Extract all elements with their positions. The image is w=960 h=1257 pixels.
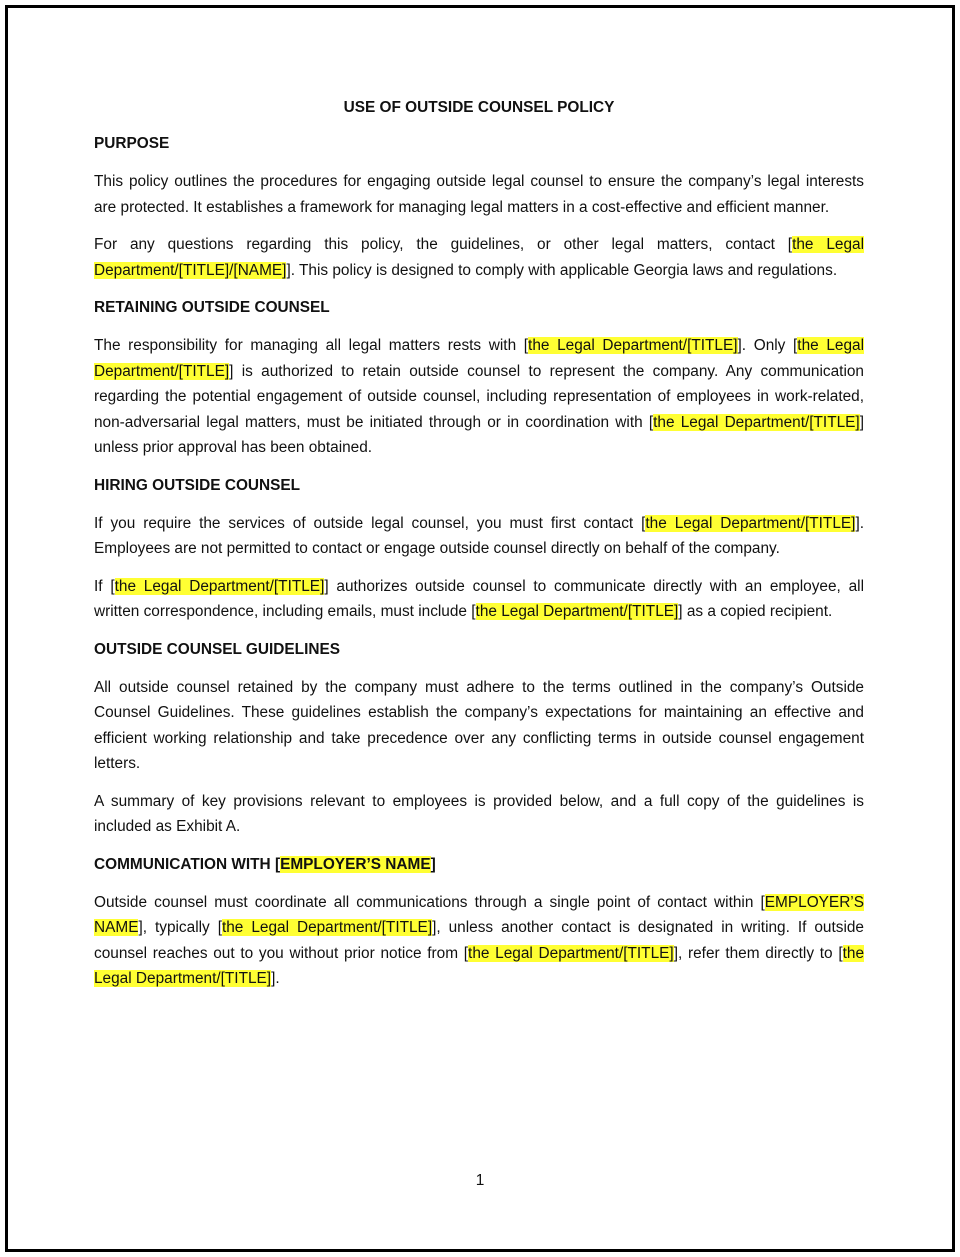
text-run: ] is authorized to retain outside counsel to represent the company. Any communication regarding the potential engagement of outside counsel, including representation of employees in work-related, non-adversarial legal matters, must be initiated through or in coordination with [ <box>94 362 864 431</box>
page-number: 1 <box>475 1172 485 1189</box>
hiring-paragraph-1 <box>94 511 864 562</box>
text-run: ] <box>430 855 436 873</box>
text-run: ], typically [ <box>138 919 222 936</box>
text-run: Outside counsel must coordinate all communications through a single point of contact within [ <box>94 893 765 911</box>
placeholder-highlight: EMPLOYER’S NAME <box>94 893 864 936</box>
section-heading-hiring: HIRING OUTSIDE COUNSEL <box>94 476 301 494</box>
section-heading-communication <box>94 852 864 877</box>
section-heading-retaining: RETAINING OUTSIDE COUNSEL <box>94 299 330 316</box>
section-heading-purpose: PURPOSE <box>94 135 170 152</box>
purpose-paragraph-2 <box>94 232 864 283</box>
guidelines-paragraph-1: All outside counsel retained by the company must adhere to the terms outlined in the company’s Outside Counsel Guidelines. These guidelines establish the company’s expectations for maintaining an effective and efficient working relationship and take precedence over any conflicting terms in outside counsel engagement letters. <box>94 678 864 772</box>
placeholder-highlight: the Legal Department/[TITLE] <box>114 577 325 595</box>
guidelines-paragraph-2: A summary of key provisions relevant to employees is provided below, and a full copy of the guidelines is included as Exhibit A. <box>94 792 864 835</box>
text-run: ], unless another contact is designated in writing. If outside counsel reaches out to you without prior notice from [ <box>94 919 864 962</box>
text-run: COMMUNICATION WITH [ <box>94 855 281 873</box>
placeholder-highlight: the Legal Department/[TITLE] <box>221 919 433 936</box>
text-run: The responsibility for managing all legal matters rests with [ <box>94 337 529 354</box>
placeholder-highlight: the Legal Department/[TITLE] <box>94 944 865 987</box>
text-run: If [ <box>94 577 115 595</box>
text-run: ] unless prior approval has been obtained. <box>94 413 864 456</box>
document-body <box>94 95 864 1004</box>
placeholder-highlight: the Legal Department/[TITLE] <box>468 944 674 962</box>
placeholder-highlight: the Legal Department/[TITLE] <box>645 514 856 532</box>
placeholder-highlight: the Legal Department/[TITLE] <box>528 337 738 354</box>
retaining-paragraph-1 <box>94 333 864 461</box>
text-run: ] authorizes outside counsel to communicate directly with an employee, all written correspondence, including emails, must include [ <box>94 577 864 620</box>
document-title: USE OF OUTSIDE COUNSEL POLICY <box>343 99 615 116</box>
placeholder-highlight: the Legal Department/[TITLE]/[NAME] <box>94 236 864 279</box>
text-run: ]. This policy is designed to comply with applicable Georgia laws and regulations. <box>286 261 838 279</box>
text-run: ]. Only [ <box>737 337 798 354</box>
text-run: ]. <box>271 970 280 987</box>
placeholder-highlight: the Legal Department/[TITLE] <box>653 413 860 431</box>
text-run: ]. Employees are not permitted to contact or engage outside counsel directly on behalf of the company. <box>94 514 864 557</box>
placeholder-highlight: EMPLOYER’S NAME <box>280 855 431 873</box>
text-run: ], refer them directly to [ <box>673 944 843 962</box>
text-run: If you require the services of outside legal counsel, you must first contact [ <box>94 514 646 532</box>
section-heading-guidelines: OUTSIDE COUNSEL GUIDELINES <box>94 640 340 658</box>
communication-paragraph-1 <box>94 890 864 992</box>
text-run: For any questions regarding this policy, the guidelines, or other legal matters, contact [ <box>94 236 793 253</box>
hiring-paragraph-2 <box>94 574 864 625</box>
placeholder-highlight: the Legal Department/[TITLE] <box>475 603 679 620</box>
purpose-paragraph-1: This policy outlines the procedures for engaging outside legal counsel to ensure the company’s legal interests are protected. It establishes a framework for managing legal matters in a cost-effective and efficient manner. <box>94 173 864 216</box>
text-run: ] as a copied recipient. <box>678 603 833 620</box>
placeholder-highlight: the Legal Department/[TITLE] <box>94 337 864 380</box>
